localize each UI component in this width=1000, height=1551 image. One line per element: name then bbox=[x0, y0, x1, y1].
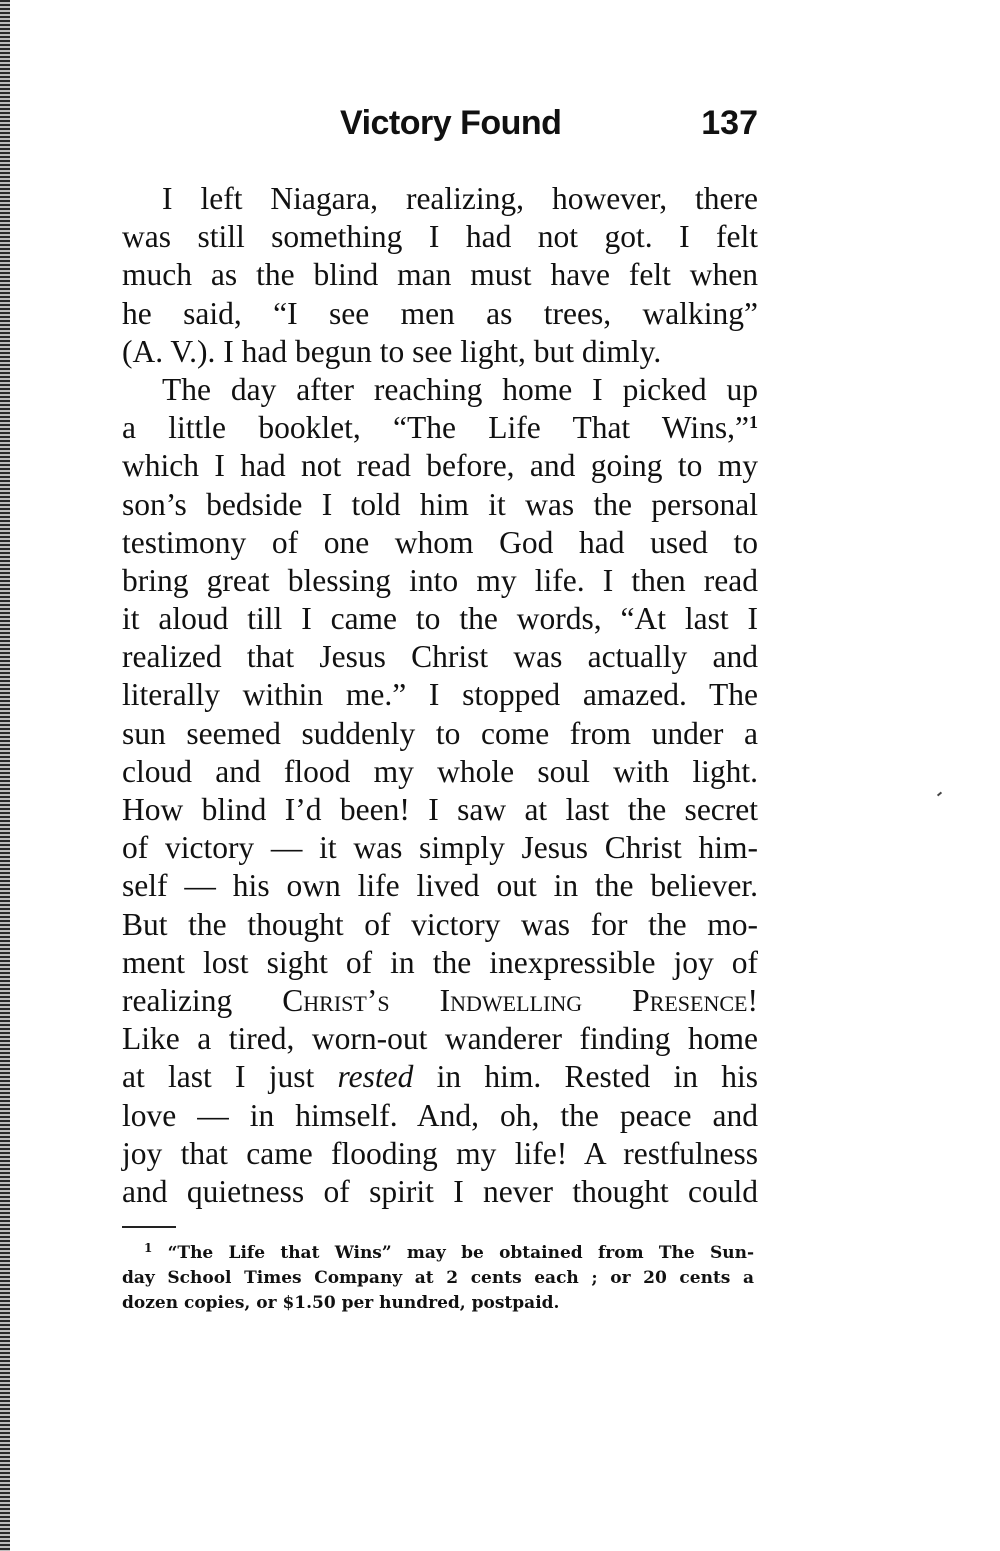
text-line: ment lost sight of in the inexpressible joy of bbox=[122, 944, 758, 980]
text-segment: in him. Rested in his bbox=[413, 1059, 758, 1095]
text-line: love — in himself. And, oh, the peace and bbox=[122, 1097, 758, 1133]
text-line: But the thought of victory was for the mo- bbox=[122, 906, 758, 942]
text-line: son’s bedside I told him it was the personal bbox=[122, 486, 758, 522]
text-line: he said, “I see men as trees, walking” bbox=[122, 295, 758, 331]
text-line: bring great blessing into my life. I then read bbox=[122, 562, 758, 598]
text-segment: at last I just bbox=[122, 1059, 338, 1095]
text-line: and quietness of spirit I never thought could bbox=[122, 1173, 758, 1209]
text-line: joy that came flooding my life! A restfulness bbox=[122, 1135, 758, 1171]
footnote-marker: 1 bbox=[144, 1241, 153, 1255]
text-line: self — his own life lived out in the believer. bbox=[122, 868, 758, 904]
stray-mark bbox=[937, 792, 942, 797]
text-line: testimony of one whom God had used to bbox=[122, 524, 758, 560]
text-line: I left Niagara, realizing, however, there bbox=[162, 181, 758, 216]
text-line: of victory — it was simply Jesus Christ him- bbox=[122, 830, 758, 866]
footnote-line: dozen copies, or $1.50 per hundred, postpaid. bbox=[122, 1293, 560, 1313]
text-line: The day after reaching home I picked up bbox=[162, 371, 758, 407]
text-line: which I had not read before, and going to my bbox=[122, 448, 758, 484]
text-line: cloud and flood my whole soul with light. bbox=[122, 753, 758, 789]
text-line bbox=[122, 1058, 758, 1096]
italic-word: rested bbox=[337, 1059, 414, 1095]
footnote-text: “The Life that Wins” may be obtained from The Sun- bbox=[152, 1243, 754, 1263]
text-line: realized that Jesus Christ was actually and bbox=[122, 639, 758, 675]
body-text bbox=[122, 180, 758, 1211]
text-line: much as the blind man must have felt when bbox=[122, 257, 758, 293]
book-spine-edge bbox=[0, 0, 10, 1551]
page-number: 137 bbox=[701, 104, 758, 142]
footnote-line bbox=[122, 1241, 754, 1266]
text-line bbox=[122, 982, 758, 1020]
small-caps-phrase: Christ’s Indwelling Presence bbox=[282, 982, 748, 1018]
text-segment: ! bbox=[747, 982, 758, 1018]
text-line: (A. V.). I had begun to see light, but dimly. bbox=[122, 333, 662, 369]
text-line: How blind I’d been! I saw at last the secret bbox=[122, 792, 758, 827]
footnote-line: day School Times Company at 2 cents each ; or 20 cents a bbox=[122, 1268, 754, 1288]
text-line: it aloud till I came to the words, “At last I bbox=[122, 601, 758, 637]
page-header bbox=[122, 104, 758, 150]
running-title: Victory Found bbox=[340, 104, 562, 142]
footnote-rule bbox=[122, 1226, 176, 1228]
text-segment: a little booklet, “The Life That Wins,” bbox=[122, 410, 749, 446]
text-line bbox=[122, 409, 758, 447]
text-line: literally within me.” I stopped amazed. The bbox=[122, 677, 758, 713]
text-segment: realizing bbox=[122, 982, 283, 1018]
text-line: Like a tired, worn-out wanderer finding home bbox=[122, 1021, 758, 1057]
text-line: sun seemed suddenly to come from under a bbox=[122, 715, 758, 751]
text-line: was still something I had not got. I felt bbox=[122, 219, 758, 255]
footnote bbox=[122, 1241, 754, 1316]
footnote-reference: 1 bbox=[749, 412, 758, 433]
